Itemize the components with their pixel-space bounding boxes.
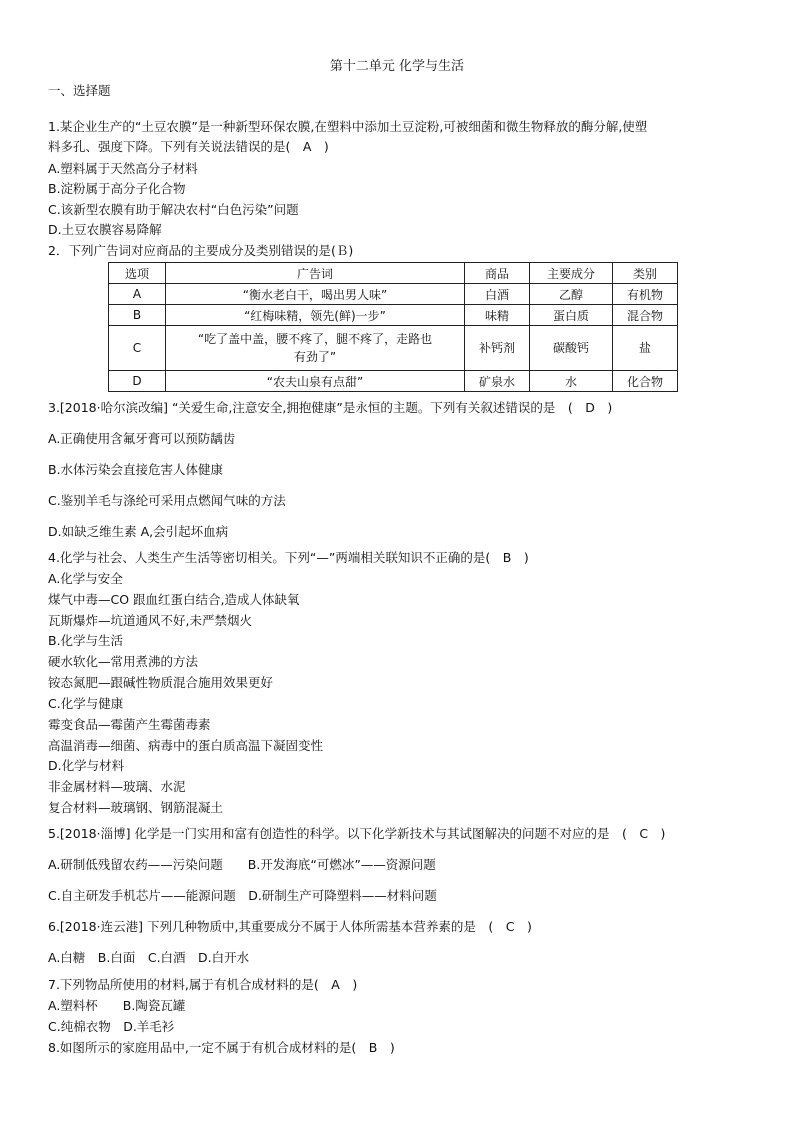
q4-a-item1: 煤气中毒—CO 跟血红蛋白结合,造成人体缺氧 xyxy=(48,592,300,607)
table-header-row xyxy=(109,263,678,284)
q5-options-ab: A.研制低残留农药——污染问题 B.开发海底“可燃冰”——资源问题 xyxy=(48,857,436,872)
q3-option-a: A.正确使用含氟牙膏可以预防龋齿 xyxy=(48,431,236,446)
cell-ad: “衡水老白干，喝出男人味” xyxy=(166,284,465,305)
cell-ad-line1: “吃了盖中盖，腰不疼了，腿不疼了，走路也 xyxy=(197,332,433,346)
q4-option-d: D.化学与材料 xyxy=(48,758,125,773)
table-row xyxy=(109,326,678,371)
cell-item: 补钙剂 xyxy=(465,326,530,371)
cell-item: 味精 xyxy=(465,305,530,326)
cell-category: 盐 xyxy=(613,326,678,371)
cell-ad: “红梅味精，领先(鲜)一步” xyxy=(166,305,465,326)
q1-option-d: D.土豆农膜容易降解 xyxy=(48,222,162,237)
q1-stem-line2: 料多孔、强度下降。下列有关说法错误的是( A ) xyxy=(48,139,329,154)
cell-category: 混合物 xyxy=(613,305,678,326)
q3-option-d: D.如缺乏维生素 A,会引起坏血病 xyxy=(48,524,229,539)
ad-table xyxy=(108,262,678,392)
q4-a-item2: 瓦斯爆炸—坑道通风不好,未严禁烟火 xyxy=(48,613,252,628)
cell-option: B xyxy=(109,305,166,326)
q8-stem: 8.如图所示的家庭用品中,一定不属于有机合成材料的是( B ) xyxy=(48,1040,395,1055)
q5-options-cd: C.自主研发手机芯片——能源问题 D.研制生产可降塑料——材料问题 xyxy=(48,888,437,903)
q4-option-b: B.化学与生活 xyxy=(48,633,124,648)
q4-c-item1: 霉变食品—霉菌产生霉菌毒素 xyxy=(48,717,211,732)
q7-options-cd: C.纯棉衣物 D.羊毛衫 xyxy=(48,1019,175,1034)
cell-option: A xyxy=(109,284,166,305)
q5-stem: 5.[2018·淄博] 化学是一门实用和富有创造性的科学。以下化学新技术与其试图解决的问题不对应的是 ( C ) xyxy=(48,826,666,841)
table-header: 商品 xyxy=(465,263,530,284)
q3-option-b: B.水体污染会直接危害人体健康 xyxy=(48,462,224,477)
q2-stem: 2．下列广告词对应商品的主要成分及类别错误的是(Ｂ) xyxy=(48,243,354,258)
q1-option-b: B.淀粉属于高分子化合物 xyxy=(48,181,186,196)
section-heading: 一、选择题 xyxy=(48,83,111,98)
cell-ad xyxy=(166,326,465,371)
cell-component: 蛋白质 xyxy=(530,305,613,326)
table-row xyxy=(109,371,678,392)
cell-category: 化合物 xyxy=(613,371,678,392)
cell-ad-line2: 有劲了” xyxy=(293,350,337,364)
q1-stem-line1: 1.某企业生产的“土豆农膜”是一种新型环保农膜,在塑料中添加土豆淀粉,可被细菌和微生物释放的酶分解,使塑 xyxy=(48,119,648,134)
page-title: 第十二单元 化学与生活 xyxy=(329,59,465,74)
q4-c-item2: 高温消毒—细菌、病毒中的蛋白质高温下凝固变性 xyxy=(48,738,324,753)
cell-component: 水 xyxy=(530,371,613,392)
q6-options: A.白糖 B.白面 C.白酒 D.白开水 xyxy=(48,950,250,965)
cell-component: 碳酸钙 xyxy=(530,326,613,371)
table-header: 类别 xyxy=(613,263,678,284)
cell-item: 矿泉水 xyxy=(465,371,530,392)
q4-stem: 4.化学与社会、人类生产生活等密切相关。下列“—”两端相关联知识不正确的是( B ) xyxy=(48,550,529,565)
q1-option-a: A.塑料属于天然高分子材料 xyxy=(48,161,198,176)
cell-component: 乙醇 xyxy=(530,284,613,305)
q3-stem: 3.[2018·哈尔滨改编] “关爱生命,注意安全,拥抱健康”是永恒的主题。下列有关叙述错误的是 ( D ) xyxy=(48,400,613,415)
q6-stem: 6.[2018·连云港] 下列几种物质中,其重要成分不属于人体所需基本营养素的是 ( C ) xyxy=(48,919,532,934)
q4-option-a: A.化学与安全 xyxy=(48,571,123,586)
q4-option-c: C.化学与健康 xyxy=(48,696,124,711)
q1-option-c: C.该新型农膜有助于解决农村“白色污染”问题 xyxy=(48,202,299,217)
q3-option-c: C.鉴别羊毛与涤纶可采用点燃闻气味的方法 xyxy=(48,493,286,508)
q4-b-item2: 铵态氮肥—跟碱性物质混合施用效果更好 xyxy=(48,675,274,690)
q7-stem: 7.下列物品所使用的材料,属于有机合成材料的是( A ) xyxy=(48,977,358,992)
cell-item: 白酒 xyxy=(465,284,530,305)
q4-b-item1: 硬水软化—常用煮沸的方法 xyxy=(48,654,199,669)
table-header: 选项 xyxy=(109,263,166,284)
table-row xyxy=(109,305,678,326)
cell-option: C xyxy=(109,326,166,371)
table-row xyxy=(109,284,678,305)
table-header: 主要成分 xyxy=(530,263,613,284)
cell-ad: “农夫山泉有点甜” xyxy=(166,371,465,392)
q4-d-item2: 复合材料—玻璃钢、钢筋混凝土 xyxy=(48,800,224,815)
cell-category: 有机物 xyxy=(613,284,678,305)
cell-option: D xyxy=(109,371,166,392)
table-header: 广告词 xyxy=(166,263,465,284)
q7-options-ab: A.塑料杯 B.陶瓷瓦罐 xyxy=(48,998,186,1013)
q4-d-item1: 非金属材料—玻璃、水泥 xyxy=(48,779,186,794)
